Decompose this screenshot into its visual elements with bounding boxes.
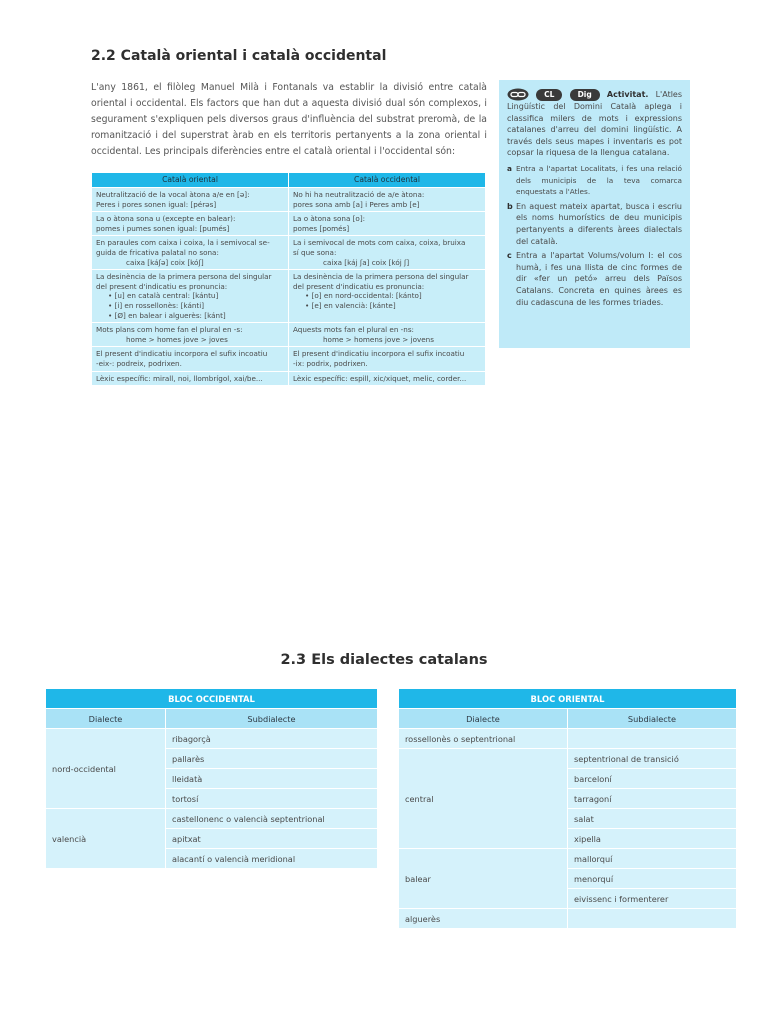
subdialect-cell: salat — [568, 809, 737, 829]
table-row — [92, 236, 486, 270]
table-row — [399, 849, 737, 869]
cell-example: home > homes jove > joves — [126, 334, 228, 344]
table-row — [399, 909, 737, 929]
table-row — [46, 809, 378, 829]
subdialect-cell: tarragoní — [568, 789, 737, 809]
table-cell — [92, 212, 289, 236]
bullet-text: [e] en valencià: [kánte] — [311, 300, 396, 310]
table-cell — [92, 347, 289, 371]
activity-items — [507, 163, 682, 308]
intro-paragraph: L'any 1861, el filòleg Manuel Milà i Fontanals va establir la divisió entre català oriental i occidental. Els factors que han dut a aquesta divisió dual són complexos, i segurament s'expliquen pels diversos graus d'influència del substrat preromà, de la romanització i del superstrat àrab en els territoris pertanyents a la zona oriental i occidental. Les principals diferències entre el català oriental i l'occidental són: — [91, 82, 487, 157]
west-dialect-table — [45, 688, 378, 869]
subdialect-cell: mallorquí — [568, 849, 737, 869]
bullet-text: [u] en català central: [kántu] — [114, 291, 219, 301]
cell-bullet: • [Ø] en balear i alguerès: [kánt] — [108, 310, 226, 320]
column-header: Català oriental — [92, 173, 289, 188]
dig-badge: Dig — [570, 89, 600, 101]
cell-line: del present d'indicatiu es pronuncia: — [293, 281, 425, 291]
cell-line: El present d'indicatiu incorpora el sufix incoatiu — [96, 349, 268, 359]
cell-line: sí que sona: — [293, 247, 337, 257]
item-text: En aquest mateix apartat, busca i escriu els noms humorístics de deu municipis pertanyents a diferents àrees dialectals del català. — [516, 201, 682, 246]
bullet-text: [o] en nord-occidental: [kánto] — [311, 291, 422, 301]
cell-line: Peres i pores sonen igual: [pérəs] — [96, 199, 217, 209]
column-header: Subdialecte — [166, 709, 378, 729]
dialect-cell: alguerès — [399, 909, 568, 929]
activity-item — [507, 250, 682, 308]
cell-line: La i semivocal de mots com caixa, coixa, bruixa — [293, 238, 466, 248]
subdialect-cell: tortosí — [166, 789, 378, 809]
subdialect-cell: eivissenc i formenterer — [568, 889, 737, 909]
table-title: BLOC OCCIDENTAL — [46, 689, 378, 709]
table-row — [92, 270, 486, 323]
activity-label: Activitat. — [606, 90, 649, 99]
table-cell — [289, 212, 486, 236]
cell-bullet: • [o] en nord-occidental: [kánto] — [305, 291, 422, 301]
table-row — [92, 347, 486, 371]
table-row — [92, 371, 486, 386]
subdialect-cell: ribagorçà — [166, 729, 378, 749]
cell-line: No hi ha neutralització de a/e àtona: — [293, 190, 425, 199]
item-marker: b — [507, 201, 513, 211]
cell-line: pomes [pomés] — [293, 223, 350, 233]
cell-line: guida de fricativa palatal no sona: — [96, 247, 219, 257]
subdialect-cell: pallarès — [166, 749, 378, 769]
dialect-cell: central — [399, 749, 568, 849]
table-cell — [289, 188, 486, 212]
subdialect-cell — [568, 909, 737, 929]
cell-line: La desinència de la primera persona del singular — [293, 272, 469, 282]
east-dialect-table — [398, 688, 737, 929]
cell-line: pores sona amb [a] i Peres amb [e] — [293, 199, 420, 209]
item-marker: a — [507, 163, 512, 173]
table-row — [92, 323, 486, 347]
column-header: Català occidental — [289, 173, 486, 188]
cell-line: pomes i pumes sonen igual: [pumés] — [96, 223, 230, 233]
dialect-cell: rossellonès o septentrional — [399, 729, 568, 749]
subdialect-cell — [568, 729, 737, 749]
table-cell — [289, 347, 486, 371]
table-cell — [92, 371, 289, 386]
item-text: Entra a l'apartat Volums/volum I: el cos humà, i fes una llista de cinc formes de dir «fer un petó» arreu dels Països Catalans. Concreta en quines àrees es diu cadascuna de les formes triades. — [516, 251, 682, 307]
subdialect-cell: alacantí o valencià meridional — [166, 849, 378, 869]
cell-line: Lèxic específic: mirall, noi, llombrígol, xai/be... — [96, 373, 263, 383]
item-text: Entra a l'apartat Localitats, i fes una relació dels municipis de la teva comarca enquestats a l'Atles. — [516, 163, 682, 197]
table-row — [399, 729, 737, 749]
column-header: Dialecte — [399, 709, 568, 729]
subdialect-cell: castellonenc o valencià septentrional — [166, 809, 378, 829]
cell-line: del present d'indicatiu es pronuncia: — [96, 281, 228, 291]
cl-badge: CL — [536, 89, 562, 101]
subdialect-cell: lleidatà — [166, 769, 378, 789]
link-icon — [507, 88, 529, 101]
section-title: 2.3 Els dialectes catalans — [280, 652, 488, 668]
cell-example: caixa [káj ʃa] coix [kój ʃ] — [323, 257, 410, 267]
table-cell — [92, 323, 289, 347]
cell-bullet: • [e] en valencià: [kánte] — [305, 300, 396, 310]
table-cell — [289, 270, 486, 323]
item-marker: c — [507, 251, 512, 261]
dialect-cell: valencià — [46, 809, 166, 869]
activity-text: L'Atles Lingüístic del Domini Català aplega i classifica milers de mots i expressions catalanes d'arreu del domini lingüístic. A través dels seus mapes i inventaris es pot copsar la riquesa de la llengua catalana. — [507, 90, 683, 158]
activity-item — [507, 201, 682, 247]
cell-line: El present d'indicatiu incorpora el sufix incoatiu — [293, 349, 465, 359]
cell-bullet: • [i] en rossellonès: [kánti] — [108, 300, 205, 310]
dialect-cell: balear — [399, 849, 568, 909]
column-header: Subdialecte — [568, 709, 737, 729]
subdialect-cell: apitxat — [166, 829, 378, 849]
bullet-text: [Ø] en balear i alguerès: [kánt] — [114, 310, 226, 320]
cell-line: La desinència de la primera persona del singular — [96, 272, 272, 282]
table-row — [399, 749, 737, 769]
section-title: 2.2 Català oriental i català occidental — [91, 48, 387, 64]
activity-box — [499, 80, 690, 348]
table-title: BLOC ORIENTAL — [399, 689, 737, 709]
table-cell — [92, 188, 289, 212]
cell-example: home > homens jove > jovens — [323, 334, 434, 344]
cell-line: La o àtona sona u (excepte en balear): — [96, 214, 236, 224]
table-cell — [92, 270, 289, 323]
cell-line: Mots plans com home fan el plural en -s: — [96, 325, 243, 335]
cell-line: -ix: podrix, podrixen. — [293, 358, 368, 368]
cell-line: Neutralització de la vocal àtona a/e en [ə]: — [96, 190, 250, 199]
cell-line: La o àtona sona [o]: — [293, 214, 366, 224]
subdialect-cell: menorquí — [568, 869, 737, 889]
subdialect-cell: septentrional de transició — [568, 749, 737, 769]
table-cell — [289, 371, 486, 386]
subdialect-cell: xipella — [568, 829, 737, 849]
activity-item — [507, 163, 682, 198]
bullet-text: [i] en rossellonès: [kánti] — [114, 300, 205, 310]
table-row — [92, 212, 486, 236]
cell-example: caixa [káʃə] coix [kóʃ] — [126, 257, 204, 267]
activity-intro — [507, 88, 682, 159]
table-cell — [92, 236, 289, 270]
comparison-table — [91, 172, 486, 386]
cell-bullet: • [u] en català central: [kántu] — [108, 291, 219, 301]
dialect-cell: nord-occidental — [46, 729, 166, 809]
cell-line: -eix-: podreix, podrixen. — [96, 358, 182, 368]
table-cell — [289, 236, 486, 270]
table-row — [46, 729, 378, 749]
cell-line: Aquests mots fan el plural en -ns: — [293, 325, 414, 335]
table-cell — [289, 323, 486, 347]
subdialect-cell: barceloní — [568, 769, 737, 789]
cell-line: Lèxic específic: espill, xic/xiquet, melic, corder... — [293, 373, 467, 383]
column-header: Dialecte — [46, 709, 166, 729]
table-row — [92, 188, 486, 212]
cell-line: En paraules com caixa i coixa, la i semivocal se- — [96, 238, 270, 248]
